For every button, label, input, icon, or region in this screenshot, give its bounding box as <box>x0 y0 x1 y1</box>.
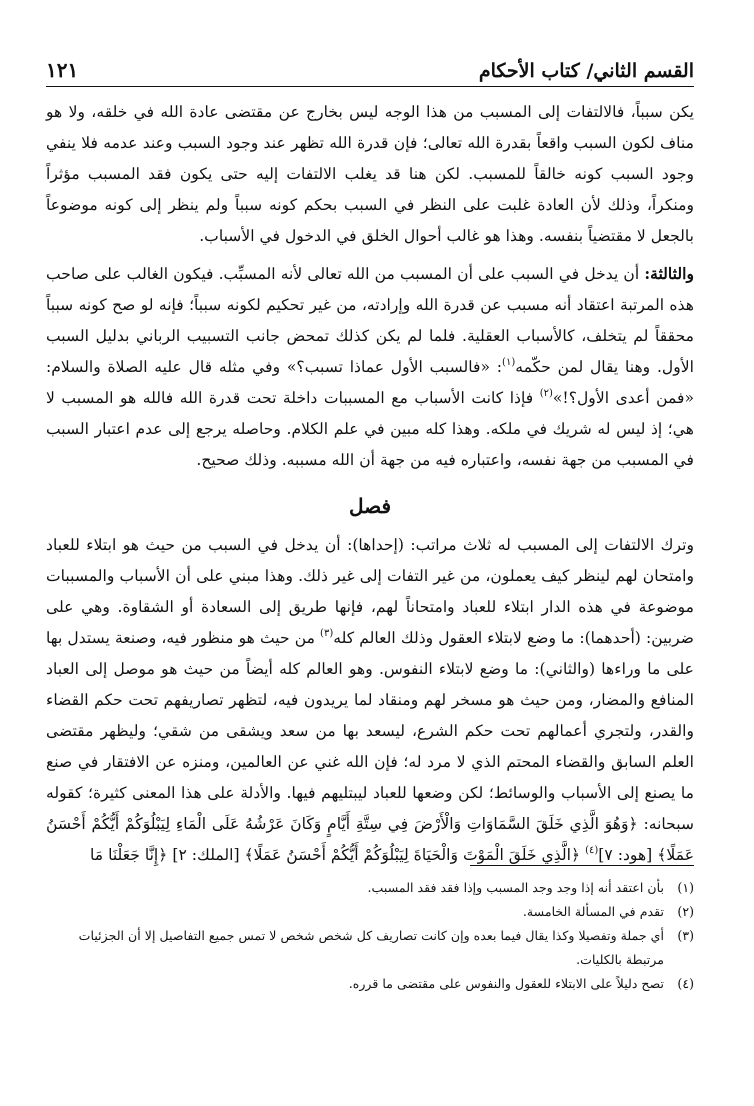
verse-reference: [الملك: ٢] <box>172 846 245 864</box>
paragraph-text: من حيث هو منظور فيه، وصنعة يستدل بها على ما وراءها (والثاني): ما وضع لابتلاء النفوس. وهو العالم كله أيضاً من حيث هو موصل إلى العباد المنافع والمضار، ومن حيث هو مسخر لهم ومنقاد لما يريدون فيه، لتظهر تصاريفهم تحت حكم القضاء والقدر، ولتجري أعمالهم تحت حكم الشرع، ليسعد بها من سعد ويشقى من شقي؛ وليظهر مقتضى العلم السابق والقضاء المحتم الذي لا مرد له؛ فإن الله غني عن العالمين، ومنزه عن الافتقار في صنع ما يصنع إلى الأسباب والوسائط؛ لكن وضعها للعباد ليبتليهم فيها. والأدلة على هذا المعنى كثيرة؛ كقوله سبحانه: <box>46 629 695 833</box>
footnote-item <box>46 900 694 924</box>
paragraph-lead: والثالثة: <box>644 264 694 283</box>
paragraph-text: فإذا كانت الأسباب مع المسببات داخلة تحت قدرة الله فالله هو المسبب لا هي؛ إذ ليس له شريك في ملكه. وهذا كله مبين في علم الكلام. وحاصله يرجع إلى عدم اعتبار السبب في المسبب من جهة نفسه، واعتباره فيه من جهة أن الله مسببه. وذلك صحيح. <box>46 389 694 469</box>
paragraph-continuation: يكن سبباً، فالالتفات إلى المسبب من هذا الوجه ليس بخارج عن مقتضى عادة الله في خلقه، ولا هو مناف لكون السبب واقعاً بقدرة الله تعالى؛ فإن قدرة الله تظهر عند وجود السبب وعند عدمه فلا ينفي وجود السبب كونه خالقاً للمسبب. لكن هنا قد يغلب الالتفات إليه حتى يكون فقد المسبب مؤثراً ومنكراً، وذلك لأن العادة غلبت على النظر في السبب بحكم كونه سبباً ولم ينظر إلى كونه موضوعاً بالجعل لا مقتضياً بنفسه. وهذا هو غالب أحوال الخلق في الدخول في الأسباب. <box>46 103 694 245</box>
page-body <box>46 97 694 871</box>
footnote-ref-3[interactable]: (٣) <box>320 628 334 639</box>
paragraph-text: أن يدخل في السبب على أن المسبب من الله تعالى لأنه المسبِّب. فيكون الغالب على صاحب هذه المرتبة اعتقاد أنه مسبب عن قدرة الله وإرادته، من غير تحكيم لكونه سبباً؛ فإنه لو صح كونه سبباً محققاً لم يتخلف، كالأسباب العقلية. فلما لم يكن كذلك تمحض جانب التسبيب الرباني بدليل السبب الأول. وهنا يقال لمن حكّمه <box>46 265 694 376</box>
quran-verse: ﴿الَّذِي خَلَقَ الْمَوْتَ وَالْحَيَاةَ لِيَبْلُوَكُمْ أَيُّكُمْ أَحْسَنُ عَمَلًا﴾ <box>244 846 586 864</box>
verse-reference: [هود: ٧] <box>598 846 658 864</box>
paragraph-text: وترك الالتفات إلى المسبب له ثلاث مراتب: (إحداها): أن يدخل في السبب من حيث هو ابتلاء للعباد وامتحان لهم لينظر كيف يعملون، من غير التفات إلى غير ذلك. وهذا مبني على أن الأسباب والمسببات موضوعة في هذه الدار ابتلاء للعباد وامتحاناً لهم، فإنها طريق إلى السعادة أو الشقاوة. وهي على ضربين: (أحدهما): ما وضع لابتلاء العقول وذلك العالم كله <box>46 536 694 647</box>
footnote-ref-1[interactable]: (١) <box>502 357 516 368</box>
footnote-item <box>46 972 694 996</box>
footnote-text: بأن اعتقد أنه إذا وجد وجد المسبب وإذا فقد فقد المسبب. <box>367 880 664 895</box>
quran-verse: ﴿إِنَّا جَعَلْنَا مَا <box>90 846 173 864</box>
footnote-number: (٣) <box>677 928 694 943</box>
footnote-ref-4[interactable]: (٤) <box>585 845 599 856</box>
section-heading: فصل <box>348 494 392 518</box>
header-title: القسم الثاني/ كتاب الأحكام <box>478 60 694 82</box>
footnote-text: تقدم في المسألة الخامسة. <box>522 904 664 919</box>
footnote-ref-2[interactable]: (٢) <box>539 388 553 399</box>
footnote-divider <box>470 865 694 866</box>
paragraph-text: : «فالسبب الأول عماذا تسبب؟» وفي مثله قال عليه الصلاة والسلام: «فمن أعدى الأول؟!» <box>46 358 694 407</box>
paragraph-section <box>46 530 694 871</box>
paragraph-third-rank <box>46 258 694 476</box>
footnotes <box>46 865 694 996</box>
footnote-number: (٤) <box>677 976 694 991</box>
footnote-text: تصح دليلاً على الابتلاء للعقول والنفوس على مقتضى ما قرره. <box>348 976 664 991</box>
running-header <box>46 58 694 87</box>
footnote-item <box>46 876 694 900</box>
footnote-text: أي جملة وتفصيلا وكذا يقال فيما بعده وإن كانت تصاريف كل شخص شخص لا تمس جميع التفاصيل إلا أن الجزئيات مرتبطة بالكليات. <box>78 928 664 967</box>
footnote-item <box>46 924 694 972</box>
page-number: ١٢١ <box>46 58 79 82</box>
footnote-number: (٢) <box>677 904 694 919</box>
footnote-number: (١) <box>677 880 694 895</box>
quran-verse: ﴿وَهُوَ الَّذِي خَلَقَ السَّمَاوَاتِ وَالْأَرْضَ فِي سِتَّةِ أَيَّامٍ وَكَانَ عَرْشُهُ عَلَى الْمَاءِ لِيَبْلُوَكُمْ أَيُّكُمْ أَحْسَنُ عَمَلًا﴾ <box>46 815 694 864</box>
